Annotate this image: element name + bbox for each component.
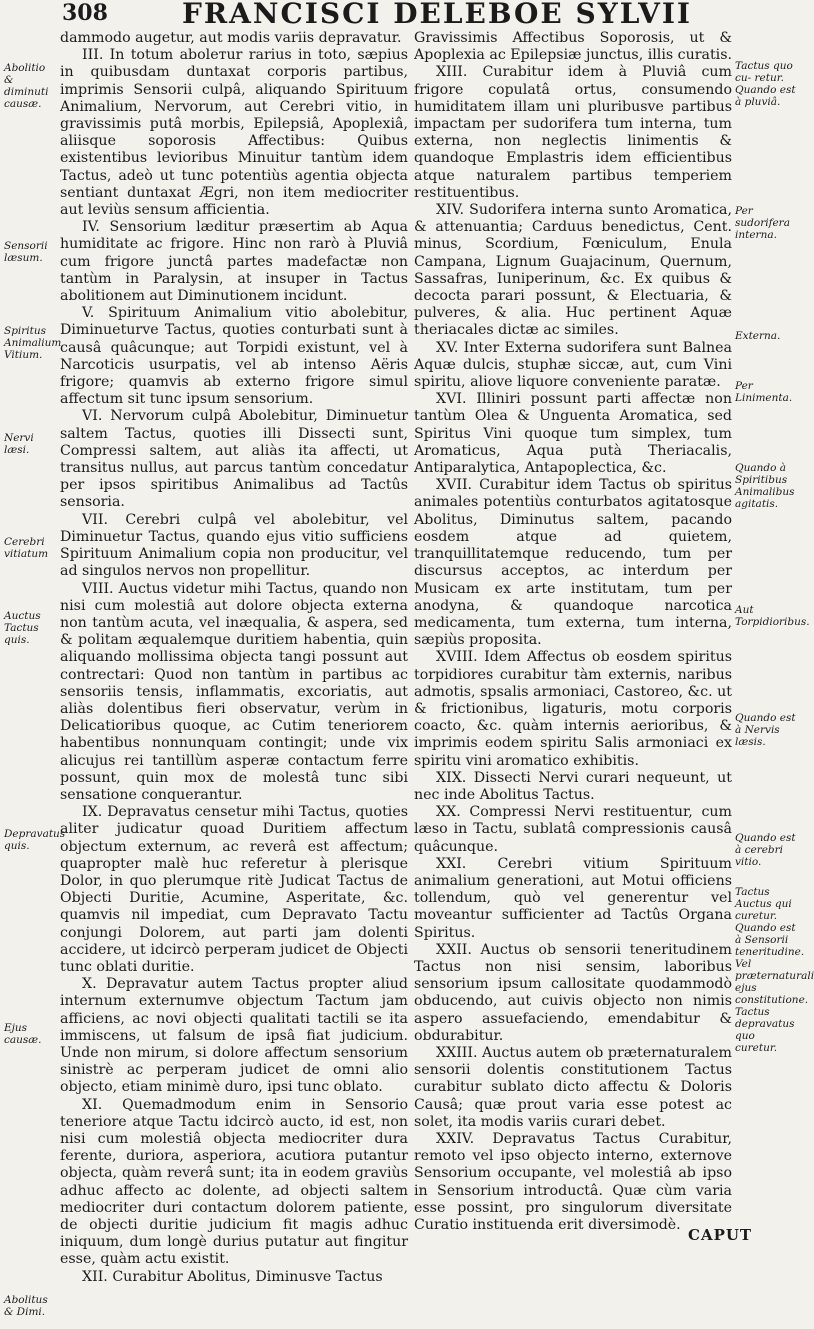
paragraph: Gravissimis Affectibus Soporosis, ut & Apoplexia ac Epilepsiæ junctus, illis curatis. bbox=[414, 30, 733, 64]
paragraph: VII. Cerebri culpâ vel abolebitur, vel Diminuetur Tactus, quando ejus vitio sufficiens Spirituum Animalium copia non producitur, vel ad singulos nervos non propellitur. bbox=[60, 511, 408, 580]
paragraph: XXI. Cerebri vitium Spirituum animalium generationi, aut Motui officiens tollendum, quò vel generentur vel moveantur sufficienter ad Tactûs Organa Spiritus. bbox=[414, 855, 732, 941]
margin-note: Depravatus quis. bbox=[4, 828, 66, 852]
paragraph: XXII. Auctus ob sensorii teneritudinem Tactus non nisi sensim, laboribus sensorium ipsum callositate quodammodò obducendo, aut cuivis objecto non nimis aspero assuefaciendo, emendabitur & obdurabitur. bbox=[414, 941, 732, 1044]
margin-note: Per Linimenta. bbox=[735, 380, 793, 404]
paragraph: XVI. Illiniri possunt parti affectæ non tantùm Olea & Unguenta Aromatica, sed Spiritus Vini quoque tum simplex, tum Aromaticus, Aqua putà Theriacalis, Antiparalytica, Antapoplectica, &c. bbox=[414, 391, 732, 477]
paragraph: XIV. Sudorifera interna sunto Aromatica, & attenuantia; Carduus benedictus, Cent. minus, Scordium, Fœniculum, Enula Campana, Lignum Guajacinum, Quernum, Sassafras, Iuniperinum, &c. Ex quibus & decocta parari possunt, & Electuaria, & pulveres, & alia. Huc pertinent Aquæ theriacales dictæ ac similes. bbox=[414, 202, 732, 339]
paragraph: XXIII. Auctus autem ob præternaturalem sensorii dolentis constitutionem Tactus curabitur sublato dicto affectu & Doloris Causâ; quæ prout varia esse potest ac solet, ita modis variis curari debet. bbox=[414, 1044, 732, 1130]
running-title: FRANCISCI DELEBOE SYLVII bbox=[182, 0, 693, 30]
margin-note: Nervi læsi. bbox=[4, 432, 34, 456]
margin-note: Abolitus & Dimi. bbox=[4, 1294, 48, 1318]
paragraph: III. In totum abolетur rarius in toto, sæpius in quibusdam duntaxat corporis partibus, imprimis Sensorii culpâ, aliquando Spirituum Animalium, Nervorum, aut Cerebri vitio, in gravissimis putâ morbis, Epilepsiâ, Apoplexiâ, aliisque soporosis Affectibus: Quibus existentibus levioribus Minuitur tantùm idem Tactus, adeò ut tunc potentiùs agentia objecta sentiant duntaxat Ægri, non item mediocriter aut leviùs sensum afficientia. bbox=[60, 47, 408, 219]
margin-note: Aut Torpidioribus. bbox=[735, 604, 810, 628]
paragraph: XIII. Curabitur idem à Pluviâ cum frigore copulatâ ortus, consumendo humiditatem illam uni pluribusve partibus impactam per sudorifera tum interna, tum externa, non neglectis linimentis & quandoque Emplastris idem efficientibus atque naturalem partibus temperiem restituentibus. bbox=[414, 64, 732, 201]
paragraph: XI. Quemadmodum enim in Sensorio teneriore atque Tactu idcircò aucto, id est, non nisi cum molestiâ objecta mediocriter dura ferente, duriora, asperiora, acutiora putantur objecta, quàm reverâ sunt; ita in eodem graviùs adhuc affecto ac dolente, ad objecti saltem mediocriter duri contactum dolorem patiente, de objecti duritie judicium fit magis adhuc iniquum, dum longè durius putatur aut fingitur esse, quàm actu existit. bbox=[60, 1096, 408, 1268]
paragraph: XVIII. Idem Affectus ob eosdem spiritus torpidiores curabitur tàm externis, naribus admotis, spsalis armoniaci, Castoreo, &c. ut & frictionibus, ligaturis, motu corporis coacto, &c. quàm internis aerioribus, & imprimis eodem spiritu Salis armoniaci ex spiritu vini aromatico exhibitis. bbox=[414, 649, 732, 769]
paragraph: IV. Sensorium læditur præsertim ab Aqua humiditate ac frigore. Hinc non rarò à Pluviâ cum frigore junctâ partes madefactæ non tantùm in Paralysin, at insuper in Tactus abolitionem aut Diminutionem incidunt. bbox=[60, 219, 408, 305]
margin-note: Quando à Spiritibus Animalibus agitatis. bbox=[735, 462, 795, 510]
margin-note: Cerebri vitiatum bbox=[4, 536, 49, 560]
margin-note: Per sudorifera interna. bbox=[735, 205, 790, 241]
paragraph: XVII. Curabitur idem Tactus ob spiritus animales potentiùs conturbatos agitatosque Abolitus, Diminutus saltem, pacando eosdem atque ad quietem, tranquillitatemque reducendo, tum per discursus acceptos, ac interdum per Musicam ex arte institutam, tum per anodyna, & quandoque narcotica medicamenta, tum externa, tum interna, sæpiùs proposita. bbox=[414, 477, 732, 649]
paragraph: XV. Inter Externa sudorifera sunt Balnea Aquæ dulcis, stuphæ siccæ, aut, cum Vini spiritu, aliove liquore conveniente paratæ. bbox=[414, 339, 732, 391]
margin-note: Tactus Auctus qui curetur. Quando est à Sensorii teneritudine. Vel præternaturali ejus constitutione. Tactus depravatus quo curetur. bbox=[735, 886, 814, 1054]
paragraph: XX. Compressi Nervi restituentur, cum læso in Tactu, sublatâ compressionis causâ quâcunque. bbox=[414, 804, 732, 855]
paragraph: XXIV. Depravatus Tactus Curabitur, remoto vel ipso objecto interno, externove Sensorium occupante, vel molestiâ ab ipso in Sensorium introductâ. Quæ cùm varia esse possint, pro singulorum diversitate Curatio instituenda erit diversimodè. bbox=[414, 1131, 732, 1234]
paragraph: VIII. Auctus videtur mihi Tactus, quando non nisi cum molestiâ aut dolore objecta externa non tantùm acuta, vel inæqualia, & aspera, sed & politam æqualemque duritiem habentia, quin aliquando mollissima objecta tangi possunt aut contrectari: Quod non tantùm in partibus ac sensoriis tensis, inflammatis, excoriatis, aut aliàs dolentibus fieri observatur, verùm in Delicatioribus quoque, ac Cutim teneriorem habentibus nonnunquam contingit; unde vix alicujus rei tantillùm asperæ contactum ferre possunt, quin mox de molestâ tunc sibi sensatione conquerantur. bbox=[60, 580, 408, 803]
margin-note: Auctus Tactus quis. bbox=[4, 610, 41, 646]
catchword: CAPUT bbox=[688, 1226, 753, 1244]
margin-note: Quando est à Nervis læsis. bbox=[735, 712, 796, 748]
margin-note: Quando est à cerebri vitio. bbox=[735, 832, 796, 868]
margin-note: Tactus quo cu- retur. Quando est à pluviâ. bbox=[735, 60, 796, 108]
margin-note: Ejus causæ. bbox=[4, 1022, 42, 1046]
paragraph: dammodo augetur, aut modis variis depravatur. bbox=[60, 30, 402, 46]
margin-note: Sensorii læsum. bbox=[4, 240, 48, 264]
right-column bbox=[414, 30, 732, 1234]
paragraph: IX. Depravatus censetur mihi Tactus, quoties aliter judicatur quoad Duritiem affectum objectum externum, ac reverâ est affectum; quapropter malè huc referetur à plerisque Dolor, in quo plerumque ritè Judicat Tactus de Objecti Duritie, Acumine, Asperitate, &c. quamvis nil impediat, cum Depravato Tactu conjungi Dolorem, aut parti jam dolenti accidere, ut idcircò perperam judicet de Objecti tunc oblati duritie. bbox=[60, 804, 408, 975]
paragraph: XII. Curabitur Abolitus, Diminusve Tactus bbox=[82, 1268, 383, 1285]
margin-note: Spiritus Animalium Vitium. bbox=[4, 325, 62, 361]
margin-note: Externa. bbox=[735, 330, 781, 342]
paragraph: X. Depravatur autem Tactus propter aliud internum externumve objectum Tactum jam afficiens, ac novi objecti qualitati tactili se ita immiscens, ut falsum de ipsâ fiat judicium. Unde non mirum, si dolore affectum sensorium sinistrè ac perperam judicet de omni alio objecto, etiam minimè duro, ipsi tunc oblato. bbox=[60, 976, 408, 1096]
margin-note: Abolitio & diminuti causæ. bbox=[4, 62, 49, 110]
left-column bbox=[60, 30, 408, 1286]
paragraph: XIX. Dissecti Nervi curari nequeunt, ut nec inde Abolitus Tactus. bbox=[414, 769, 732, 803]
paragraph: V. Spirituum Animalium vitio abolebitur, Diminueturve Tactus, quoties conturbati sunt à causâ quâcunque; aut Torpidi existunt, vel à Narcoticis usurpatis, vel ab intenso Aëris frigore; quamvis ab externo frigore simul affectum sit tunc ipsum sensorium. bbox=[60, 305, 408, 408]
paragraph: VI. Nervorum culpâ Abolebitur, Diminuetur saltem Tactus, quoties illi Dissecti sunt, Compressi saltem, aut aliàs ita affecti, ut transitus nullus, aut parcus tantùm concedatur per ipsos spiritibus Animalibus ad Tactûs sensoria. bbox=[60, 408, 408, 511]
page-number: 308 bbox=[62, 0, 108, 26]
